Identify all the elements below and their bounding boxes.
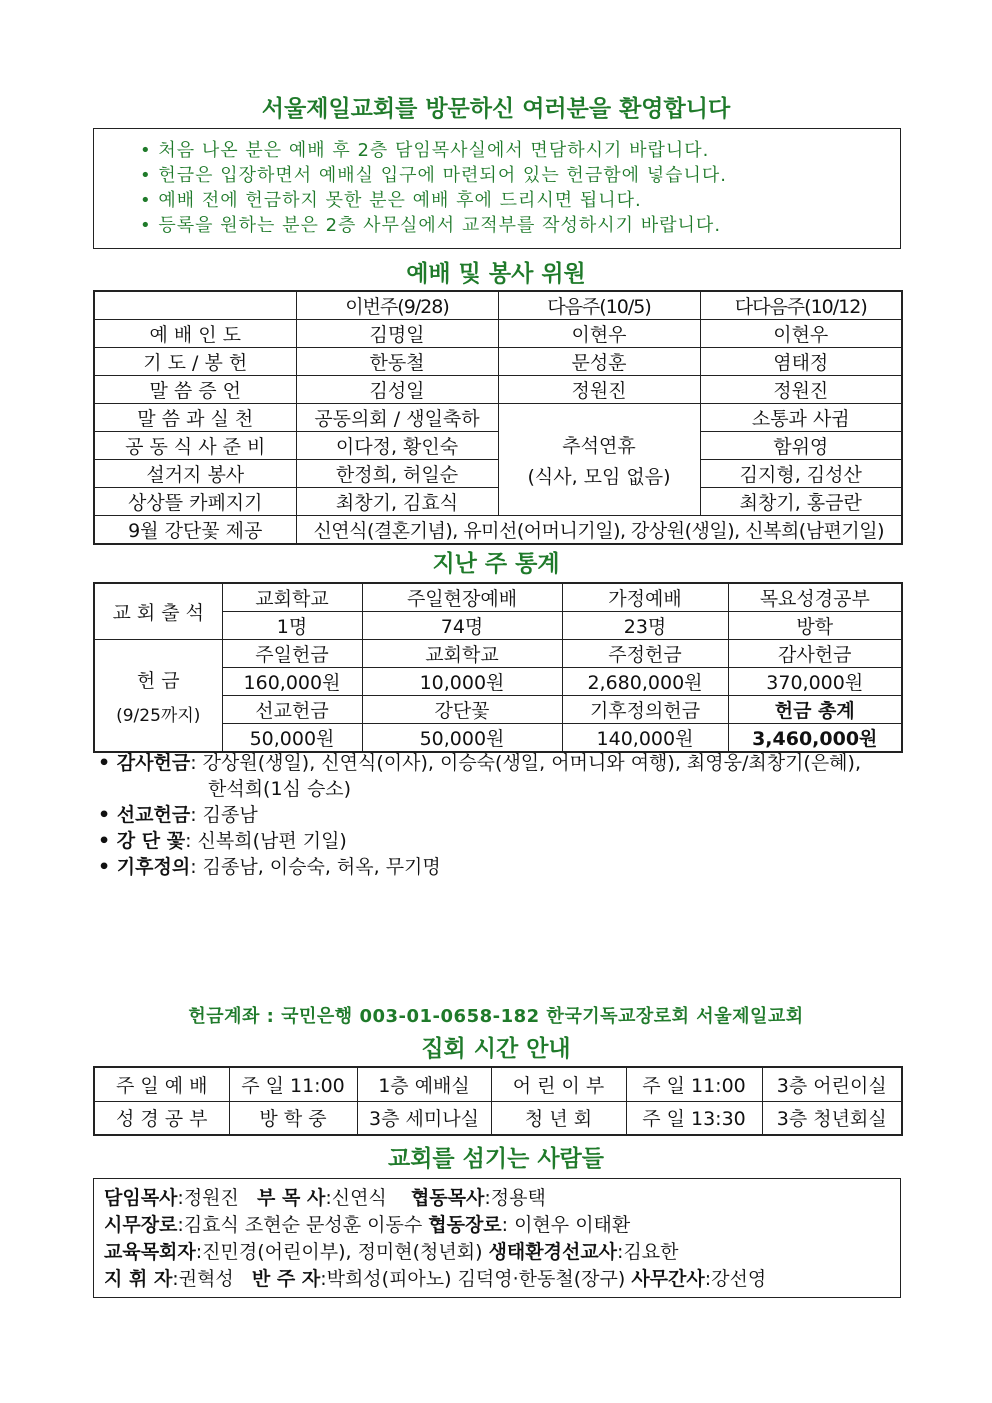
- service-cell: 이현우: [700, 320, 902, 348]
- role-name: :김효식 조현순 문성훈 이동수: [177, 1214, 429, 1236]
- welcome-title: 서울제일교회를 방문하신 여러분을 환영합니다: [261, 96, 731, 122]
- note-line: [98, 828, 861, 854]
- meeting-cell: 주 일 11:00: [229, 1067, 357, 1101]
- stats-header: 교회학교: [222, 583, 362, 612]
- note-text: : 김종남, 이승숙, 허옥, 무기명: [190, 856, 441, 878]
- people-line: [104, 1185, 766, 1212]
- stats-value: 50,000원: [362, 724, 562, 753]
- note-line: [98, 776, 861, 802]
- service-header-next-week: 다음주(10/5): [498, 291, 700, 320]
- people-line: [104, 1266, 766, 1293]
- role-name: :진민경(어린이부), 정미현(청년회): [195, 1241, 489, 1263]
- offering-notes: [98, 750, 861, 880]
- stats-value: 74명: [362, 612, 562, 640]
- stats-title: 지난 주 통계: [432, 551, 560, 577]
- service-merged-cell: [498, 404, 700, 516]
- stats-header: 감사헌금: [728, 640, 902, 668]
- flower-label: 9월 강단꽃 제공: [94, 516, 296, 545]
- service-cell: 김명일: [296, 320, 498, 348]
- note-text: : 강상원(생일), 신연식(이사), 이승숙(생일, 어머니와 여행), 최영웅/최창기(은혜),: [190, 752, 861, 774]
- merged-line: 추석연휴: [562, 434, 636, 457]
- note-line: [98, 854, 861, 880]
- role-name: :정용택: [484, 1187, 546, 1209]
- offering-label: 헌 금: [136, 669, 180, 692]
- role-label: 사무간사: [631, 1268, 705, 1290]
- stats-header: 교회학교: [362, 640, 562, 668]
- service-header-this-week: 이번주(9/28): [296, 291, 498, 320]
- service-cell: 정원진: [498, 376, 700, 404]
- service-cell: 염태정: [700, 348, 902, 376]
- meeting-cell: 주 일 예 배: [94, 1067, 229, 1101]
- service-cell: 공동의회 / 생일축하: [296, 404, 498, 432]
- role-label: 협동목사: [410, 1187, 485, 1209]
- stats-value: 50,000원: [222, 724, 362, 753]
- stats-header: 목요성경공부: [728, 583, 902, 612]
- people-box: [93, 1178, 901, 1298]
- role-label: 교육목회자: [104, 1241, 196, 1263]
- meetings-title: 집회 시간 안내: [421, 1036, 571, 1062]
- service-cell: 문성훈: [498, 348, 700, 376]
- note-text: 한석희(1심 승소): [208, 778, 352, 800]
- flower-value: 신연식(결혼기념), 유미선(어머니기일), 강상원(생일), 신복희(남편기일): [296, 516, 902, 545]
- service-cell: 소통과 사귐: [700, 404, 902, 432]
- note-line: [98, 802, 861, 828]
- service-cell: 최창기, 홍금란: [700, 488, 902, 516]
- stats-header: 가정예배: [562, 583, 728, 612]
- attendance-label: 교 회 출 석: [94, 583, 222, 640]
- service-header-empty: [94, 291, 296, 320]
- role-label: 시무장로: [104, 1214, 178, 1236]
- welcome-line: • 등록을 원하는 분은 2층 사무실에서 교적부를 작성하시기 바랍니다.: [140, 215, 722, 236]
- meeting-cell: 3층 세미나실: [357, 1101, 491, 1135]
- people-title: 교회를 섬기는 사람들: [388, 1146, 604, 1172]
- service-row-label: 말 씀 과 실 천: [94, 404, 296, 432]
- role-name: :정원진: [177, 1187, 239, 1209]
- service-cell: 한동철: [296, 348, 498, 376]
- role-label: 지 휘 자: [104, 1268, 173, 1290]
- stats-header-total: 헌금 총계: [728, 696, 902, 724]
- people-line: [104, 1212, 766, 1239]
- service-cell: 이현우: [498, 320, 700, 348]
- welcome-line: • 헌금은 입장하면서 예배실 입구에 마련되어 있는 헌금함에 넣습니다.: [140, 165, 727, 186]
- service-row-label: 상상뜰 카페지기: [94, 488, 296, 516]
- note-label: • 선교헌금: [98, 804, 191, 826]
- note-line: [98, 750, 861, 776]
- meetings-table: [93, 1066, 903, 1136]
- role-name: :권혁성: [172, 1268, 234, 1290]
- note-label: • 감사헌금: [98, 752, 191, 774]
- service-cell: 정원진: [700, 376, 902, 404]
- stats-value: 23명: [562, 612, 728, 640]
- role-name: :박희성(피아노) 김덕영·한동철(장구): [320, 1268, 632, 1290]
- account-info: 헌금계좌 : 국민은행 003-01-0658-182 한국기독교장로회 서울제일교회: [188, 1006, 804, 1027]
- welcome-line: • 처음 나온 분은 예배 후 2층 담임목사실에서 면담하시기 바랍니다.: [140, 140, 710, 161]
- service-header-week-after: 다다음주(10/12): [700, 291, 902, 320]
- service-cell: 김성일: [296, 376, 498, 404]
- meeting-cell: 3층 청년회실: [762, 1101, 902, 1135]
- meeting-cell: 어 린 이 부: [491, 1067, 626, 1101]
- service-cell: 함위영: [700, 432, 902, 460]
- role-name: :신연식: [325, 1187, 387, 1209]
- meeting-cell: 방 학 중: [229, 1101, 357, 1135]
- stats-table: [93, 582, 903, 753]
- role-label: 반 주 자: [251, 1268, 321, 1290]
- offering-label-cell: [94, 640, 222, 753]
- service-row-label: 설거지 봉사: [94, 460, 296, 488]
- meeting-cell: 청 년 회: [491, 1101, 626, 1135]
- stats-value: 370,000원: [728, 668, 902, 696]
- service-cell: 김지형, 김성산: [700, 460, 902, 488]
- role-name: :강선영: [704, 1268, 767, 1290]
- note-label: • 기후정의: [98, 856, 191, 878]
- stats-value: 2,680,000원: [562, 668, 728, 696]
- welcome-box: [93, 128, 901, 249]
- stats-header: 기후정의헌금: [562, 696, 728, 724]
- stats-value: 140,000원: [562, 724, 728, 753]
- role-label: 부 목 사: [257, 1187, 326, 1209]
- note-label: • 강 단 꽃: [98, 830, 186, 852]
- merged-line: (식사, 모임 없음): [527, 465, 671, 488]
- meeting-cell: 성 경 공 부: [94, 1101, 229, 1135]
- service-cell: 한정희, 허일순: [296, 460, 498, 488]
- stats-header: 주일헌금: [222, 640, 362, 668]
- stats-value: 10,000원: [362, 668, 562, 696]
- meeting-cell: 3층 어린이실: [762, 1067, 902, 1101]
- role-label: 담임목사: [104, 1187, 178, 1209]
- role-label: 협동장로: [428, 1214, 502, 1236]
- note-text: : 김종남: [190, 804, 258, 826]
- stats-value: 160,000원: [222, 668, 362, 696]
- stats-value-total: 3,460,000원: [728, 724, 902, 753]
- stats-value: 방학: [728, 612, 902, 640]
- service-cell: 최창기, 김효식: [296, 488, 498, 516]
- offering-sub: (9/25까지): [116, 705, 201, 726]
- role-label: 생태환경선교사: [488, 1241, 618, 1263]
- service-row-label: 말 씀 증 언: [94, 376, 296, 404]
- note-text: : 신복희(남편 기일): [185, 830, 347, 852]
- welcome-line: • 예배 전에 헌금하지 못한 분은 예배 후에 드리시면 됩니다.: [140, 190, 642, 211]
- service-cell: 이다정, 황인숙: [296, 432, 498, 460]
- service-table: [93, 290, 903, 545]
- role-name: : 이현우 이태환: [501, 1214, 631, 1236]
- stats-header: 선교헌금: [222, 696, 362, 724]
- role-name: :김요한: [617, 1241, 679, 1263]
- meeting-cell: 주 일 11:00: [626, 1067, 762, 1101]
- meeting-cell: 주 일 13:30: [626, 1101, 762, 1135]
- stats-header: 주정헌금: [562, 640, 728, 668]
- service-title: 예배 및 봉사 위원: [406, 261, 586, 287]
- service-row-label: 기 도 / 봉 헌: [94, 348, 296, 376]
- meeting-cell: 1층 예배실: [357, 1067, 491, 1101]
- stats-value: 1명: [222, 612, 362, 640]
- stats-header: 강단꽃: [362, 696, 562, 724]
- people-line: [104, 1239, 766, 1266]
- service-row-label: 공 동 식 사 준 비: [94, 432, 296, 460]
- service-row-label: 예 배 인 도: [94, 320, 296, 348]
- stats-header: 주일현장예배: [362, 583, 562, 612]
